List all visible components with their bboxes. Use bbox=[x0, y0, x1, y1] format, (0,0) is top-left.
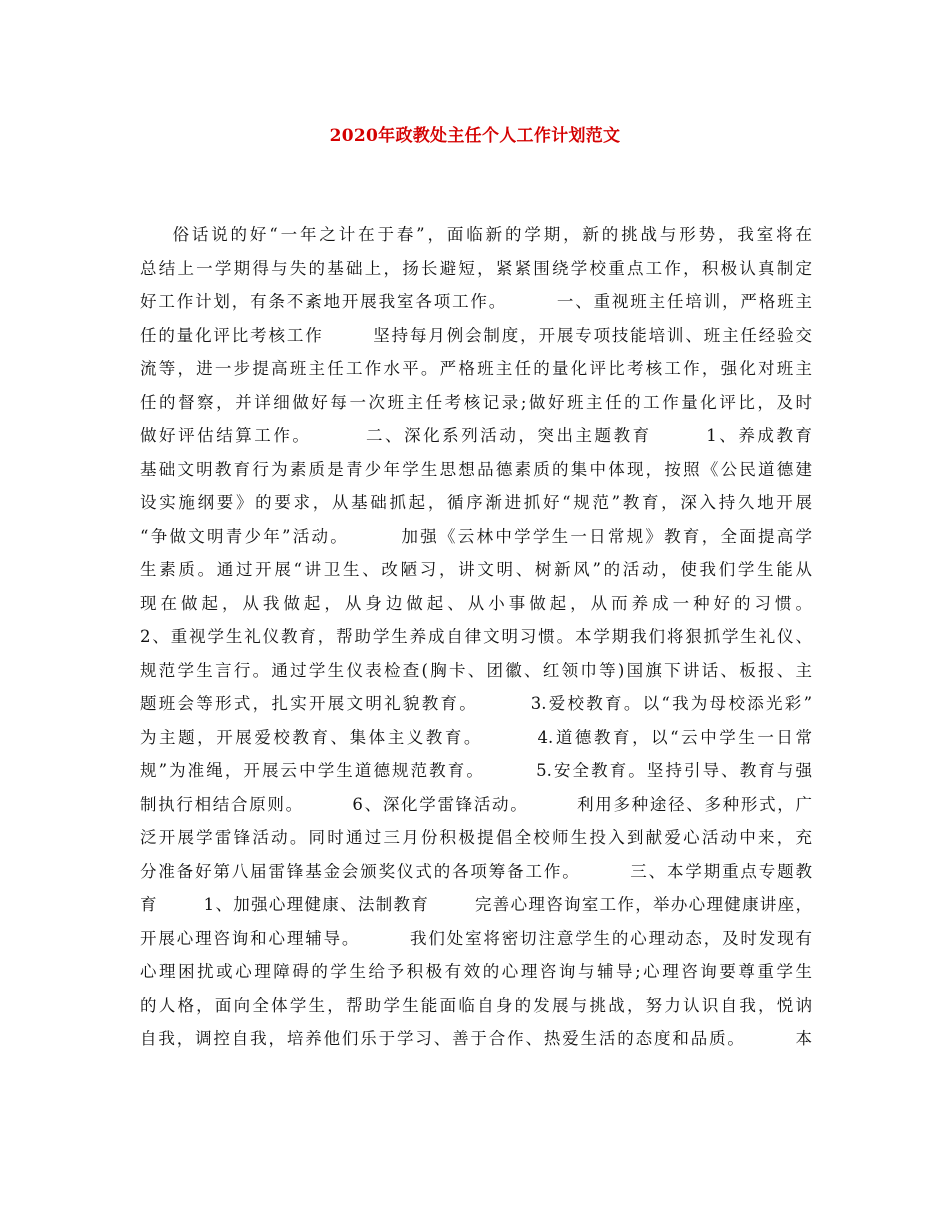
document-title: 2020年政教处主任个人工作计划范文 bbox=[329, 126, 621, 146]
body-line: 分准备好第八届雷锋基金会颁奖仪式的各项筹备工作。 三、本学期重点专题教 bbox=[140, 861, 812, 881]
body-line: 自我，调控自我，培养他们乐于学习、善于合作、热爱生活的态度和品质。 本 bbox=[140, 1029, 812, 1048]
body-line: 任的量化评比考核工作 坚持每月例会制度，开展专项技能培训、班主任经验交 bbox=[140, 325, 812, 345]
body-line: 开展心理咨询和心理辅导。 我们处室将密切注意学生的心理动态，及时发现有 bbox=[140, 928, 812, 948]
body-line: 现在做起，从我做起，从身边做起、从小事做起，从而养成一种好的习惯。 bbox=[140, 593, 812, 613]
body-line: 流等，进一步提高班主任工作水平。严格班主任的量化评比考核工作，强化对班主 bbox=[140, 359, 812, 378]
body-line: 设实施纲要》的要求，从基础抓起，循序渐进抓好“规范”教育，深入持久地开展 bbox=[140, 493, 812, 512]
body-line: 题班会等形式，扎实开展文明礼貌教育。 3.爱校教育。以“我为母校添光彩” bbox=[140, 694, 812, 713]
body-line: 规范学生言行。通过学生仪表检查(胸卡、团徽、红领巾等)国旗下讲话、板报、主 bbox=[140, 660, 812, 680]
body-line: 泛开展学雷锋活动。同时通过三月份积极提倡全校师生投入到献爱心活动中来，充 bbox=[140, 828, 812, 847]
body-line: 好工作计划，有条不紊地开展我室各项工作。 一、重视班主任培训，严格班主 bbox=[140, 292, 812, 311]
body-line: 为主题，开展爱校教育、集体主义教育。 4.道德教育，以“云中学生一日常 bbox=[140, 727, 812, 747]
body-line: 任的督察，并详细做好每一次班主任考核记录;做好班主任的工作量化评比，及时 bbox=[140, 392, 812, 412]
body-line: 规”为准绳，开展云中学生道德规范教育。 5.安全教育。坚持引导、教育与强 bbox=[140, 761, 812, 780]
body-line: 总结上一学期得与失的基础上，扬长避短，紧紧围绕学校重点工作，积极认真制定 bbox=[140, 258, 812, 278]
body-line: 2、重视学生礼仪教育，帮助学生养成自律文明习惯。本学期我们将狠抓学生礼仪、 bbox=[140, 627, 812, 646]
body-line: 做好评估结算工作。 二、深化系列活动，突出主题教育 1、养成教育 bbox=[140, 426, 812, 445]
body-line: 育 1、加强心理健康、法制教育 完善心理咨询室工作，举办心理健康讲座， bbox=[140, 895, 812, 914]
body-line: “争做文明青少年”活动。 加强《云林中学学生一日常规》教育，全面提高学 bbox=[140, 526, 812, 546]
body-line: 制执行相结合原则。 6、深化学雷锋活动。 利用多种途径、多种形式，广 bbox=[140, 794, 812, 814]
body-line: 俗话说的好“一年之计在于春”，面临新的学期，新的挑战与形势，我室将在 bbox=[140, 225, 812, 244]
body-line: 心理困扰或心理障碍的学生给予积极有效的心理咨询与辅导;心理咨询要尊重学生 bbox=[140, 962, 812, 981]
document-body bbox=[140, 218, 812, 1056]
body-line: 的人格，面向全体学生，帮助学生能面临自身的发展与挑战，努力认识自我，悦讷 bbox=[140, 995, 812, 1015]
body-line: 基础文明教育行为素质是青少年学生思想品德素质的集中体现，按照《公民道德建 bbox=[140, 459, 812, 479]
body-line: 生素质。通过开展“讲卫生、改陋习，讲文明、树新风”的活动，使我们学生能从 bbox=[140, 560, 812, 579]
